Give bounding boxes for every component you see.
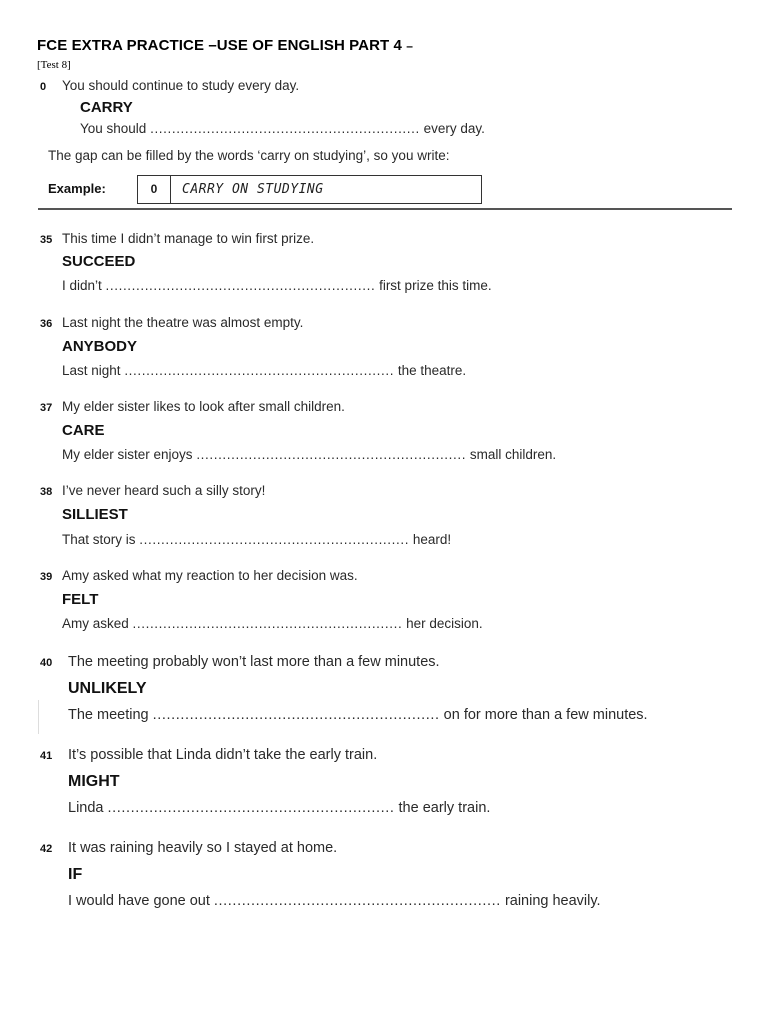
answer-end: first prize this time. [379,278,492,293]
question-keyword: SILLIEST [62,506,128,523]
example-answer-line [80,121,485,136]
answer-start: I didn’t [62,278,102,293]
answer-end: small children. [469,447,557,462]
answer-line [62,278,492,293]
answer-start: Amy asked [62,616,129,631]
question-keyword: CARE [62,422,105,439]
answer-gap: .............................................................. [124,363,395,378]
question-number: 39 [40,571,53,583]
answer-gap: .............................................................. [107,800,395,816]
question-sentence: Last night the theatre was almost empty. [62,315,304,330]
question-keyword: SUCCEED [62,253,136,270]
answer-gap: .............................................................. [196,447,467,462]
answer-end: on for more than a few minutes. [443,707,648,723]
answer-start: My elder sister enjoys [62,447,193,462]
answer-start: That story is [62,532,136,547]
answer-end: the theatre. [397,363,467,378]
answer-line [62,447,556,462]
answer-end: her decision. [406,616,483,631]
question-39 [40,568,358,583]
question-keyword: ANYBODY [62,338,138,355]
answer-gap: .............................................................. [150,121,420,136]
question-number: 35 [40,234,53,246]
example-number: 0 [40,81,47,93]
question-41 [40,747,377,763]
question-37 [40,399,345,414]
question-40 [40,654,440,670]
answer-start: You should [80,121,147,136]
answer-start: The meeting [68,707,149,723]
answer-start: Linda [68,800,104,816]
example-note: The gap can be filled by the words ‘carry on studying’, so you write: [48,148,450,163]
question-42 [40,840,337,856]
question-keyword: IF [68,866,83,883]
answer-start: Last night [62,363,121,378]
answer-gap: .............................................................. [213,893,501,909]
question-keyword: MIGHT [68,773,120,790]
page-subtitle: [Test 8] [37,59,71,71]
scan-mark [38,700,39,734]
answer-line [62,532,451,547]
question-number: 40 [40,657,53,669]
question-38 [40,483,265,498]
question-sentence: My elder sister likes to look after small children. [62,399,345,414]
question-sentence: It’s possible that Linda didn’t take the early train. [68,747,378,763]
question-sentence: The meeting probably won’t last more than a few minutes. [68,654,440,670]
answer-line [68,893,601,909]
example-sentence: You should continue to study every day. [62,78,300,93]
example-label: Example: [48,181,106,196]
question-sentence: It was raining heavily so I stayed at home. [68,840,338,856]
page-title: FCE EXTRA PRACTICE –USE OF ENGLISH PART 4 – [37,37,414,54]
question-number: 38 [40,486,53,498]
example-box-number: 0 [138,176,171,203]
example-box-answer: CARRY ON STUDYING [182,182,324,197]
question-36 [40,315,303,330]
question-sentence: I’ve never heard such a silly story! [62,483,266,498]
question-keyword: FELT [62,591,99,608]
divider [38,208,732,210]
example-box [137,175,482,204]
question-keyword: UNLIKELY [68,680,147,697]
answer-end: raining heavily. [504,893,601,909]
answer-start: I would have gone out [68,893,210,909]
answer-gap: .............................................................. [152,707,440,723]
question-number: 41 [40,750,53,762]
question-sentence: Amy asked what my reaction to her decision was. [62,568,358,583]
question-sentence: This time I didn’t manage to win first prize. [62,231,315,246]
answer-gap: .............................................................. [105,278,376,293]
answer-line [62,616,483,631]
answer-gap: .............................................................. [139,532,410,547]
example-question [40,78,299,93]
answer-line [68,800,490,816]
question-number: 36 [40,318,53,330]
question-number: 37 [40,402,53,414]
question-number: 42 [40,843,53,855]
answer-end: the early train. [398,800,491,816]
answer-gap: .............................................................. [132,616,403,631]
answer-end: heard! [412,532,452,547]
example-keyword: CARRY [80,99,133,116]
question-35 [40,231,314,246]
answer-line [68,707,648,723]
answer-line [62,363,466,378]
answer-end: every day. [423,121,485,136]
